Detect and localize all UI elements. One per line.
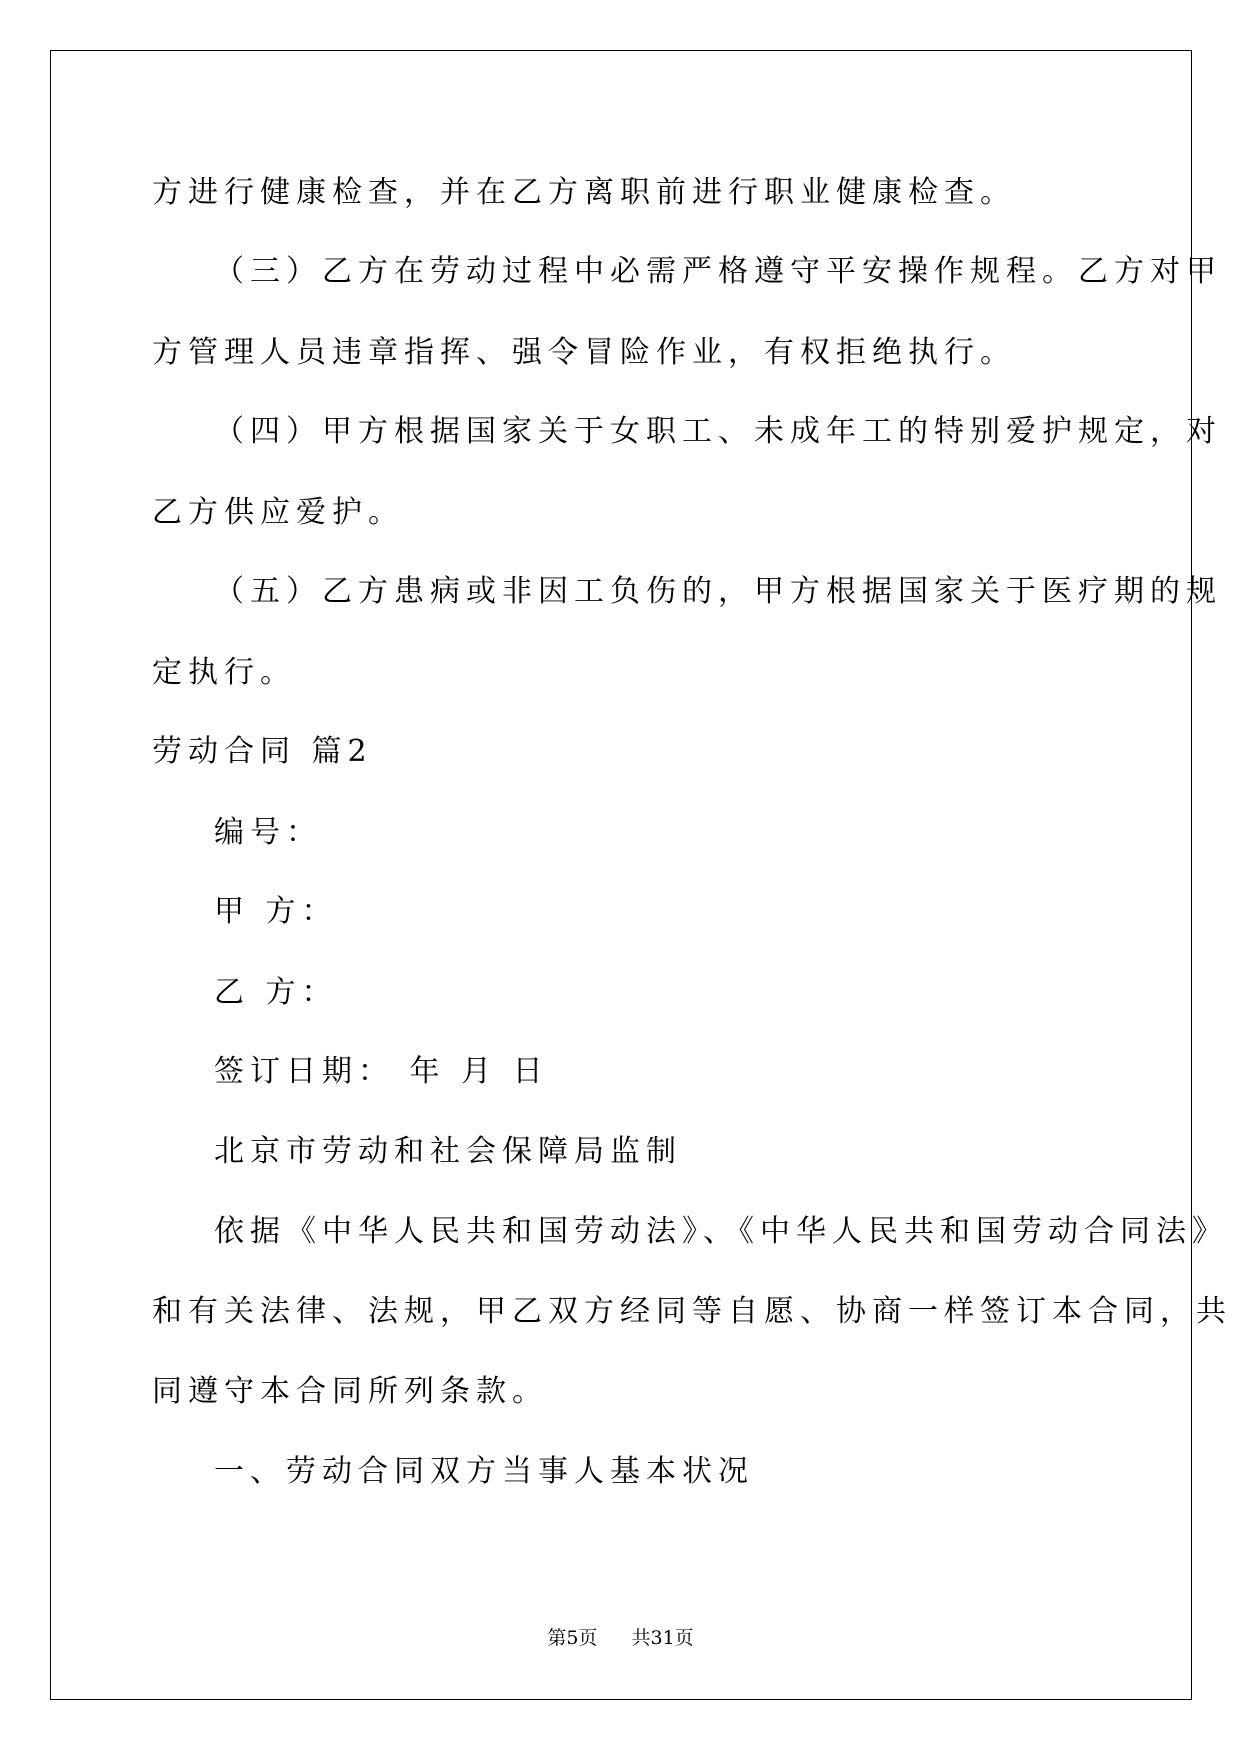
body-line: 和有关法律、法规，甲乙双方经同等自愿、协商一样签订本合同，共 — [152, 1294, 1232, 1329]
body-line: （五）乙方患病或非因工负伤的，甲方根据国家关于医疗期的规 — [214, 574, 1222, 609]
body-line: 同遵守本合同所列条款。 — [152, 1374, 548, 1409]
section-heading: 劳动合同 篇2 — [152, 734, 373, 769]
supervisor-line: 北京市劳动和社会保障局监制 — [214, 1134, 682, 1169]
field-sign-date: 签订日期： 年 月 日 — [214, 1054, 549, 1089]
body-line: 方进行健康检查，并在乙方离职前进行职业健康检查。 — [152, 175, 1016, 210]
body-line: （四）甲方根据国家关于女职工、未成年工的特别爱护规定，对 — [214, 414, 1222, 449]
page-border — [50, 50, 1192, 1700]
page-number: 第5页 — [547, 1627, 598, 1649]
field-party-a: 甲 方： — [214, 894, 338, 929]
clause-heading: 一、劳动合同双方当事人基本状况 — [214, 1454, 754, 1489]
field-party-b: 乙 方： — [214, 975, 338, 1010]
body-line: （三）乙方在劳动过程中必需严格遵守平安操作规程。乙方对甲 — [214, 254, 1222, 289]
body-line: 依据《中华人民共和国劳动法》、《中华人民共和国劳动合同法》 — [214, 1214, 1228, 1249]
body-line: 乙方供应爱护。 — [152, 495, 404, 530]
body-line: 定执行。 — [152, 655, 296, 690]
page-footer — [0, 1626, 1241, 1650]
page-total: 共31页 — [631, 1627, 694, 1649]
field-number: 编号： — [214, 815, 322, 850]
body-line: 方管理人员违章指挥、强令冒险作业，有权拒绝执行。 — [152, 335, 1016, 370]
